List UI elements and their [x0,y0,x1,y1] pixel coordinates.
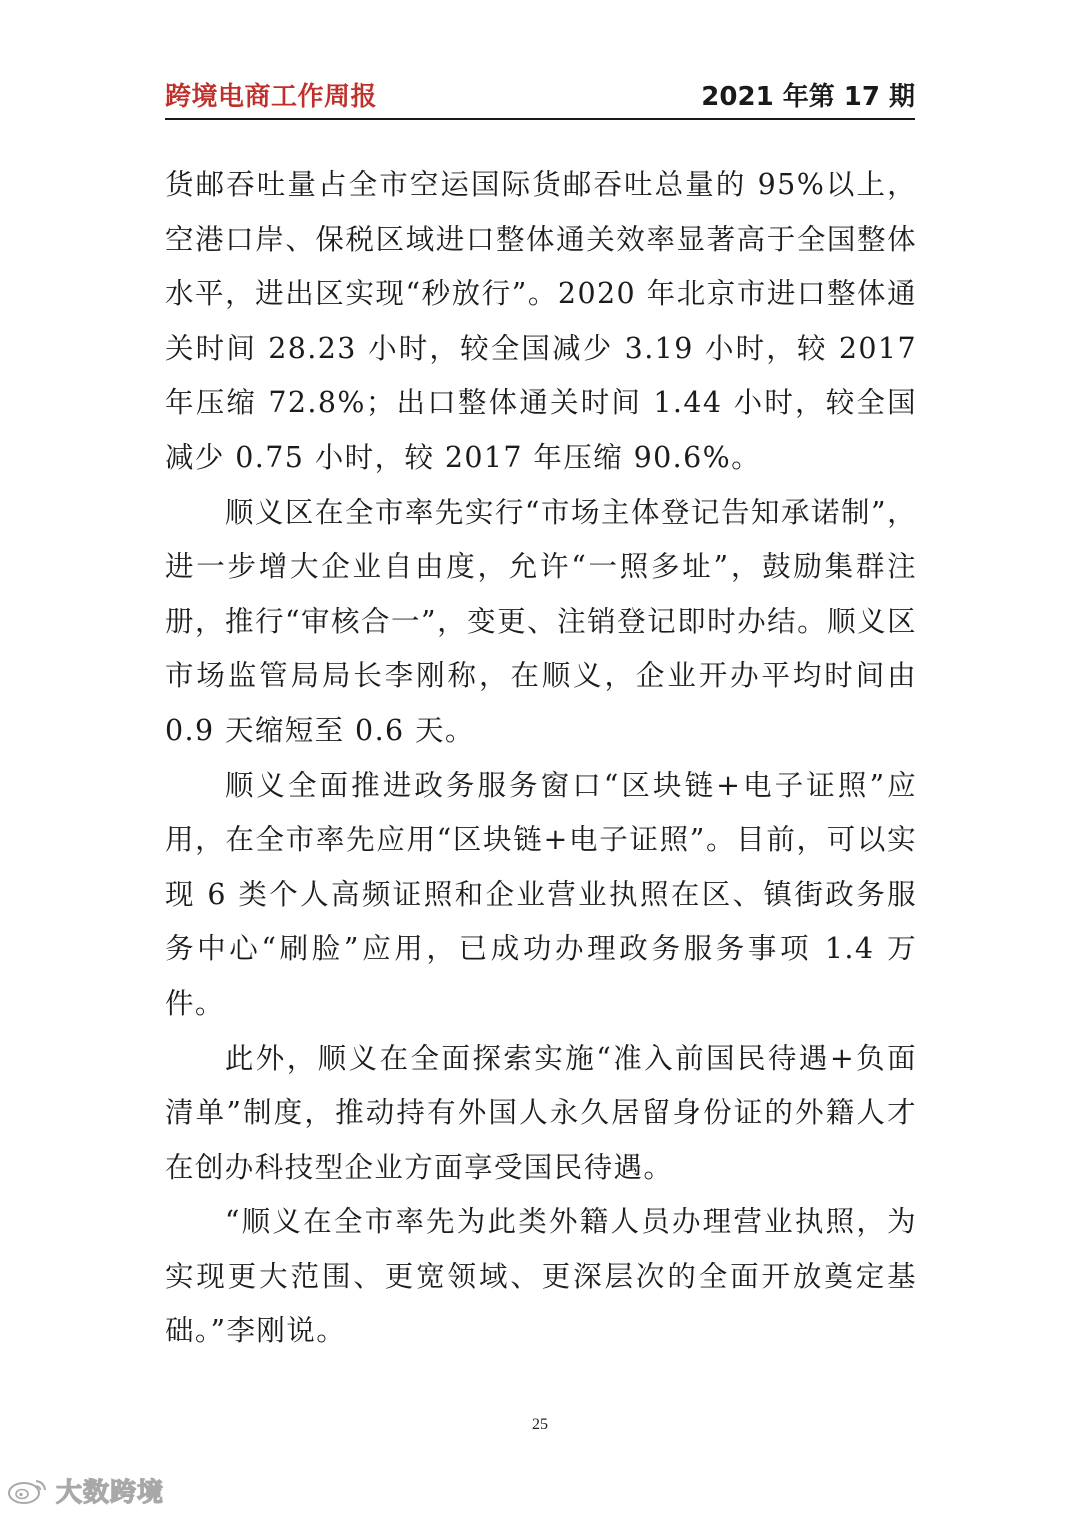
page-header [165,74,915,114]
paragraph-3: 顺义全面推进政务服务窗口“区块链+电子证照”应用，在全市率先应用“区块链+电子证照”。目前，可以实现 6 类个人高频证照和企业营业执照在区、镇街政务服务中心“刷脸”应用，已成功办理政务服务事项 1.4 万件。 [165,768,917,1020]
paragraph-4: 此外，顺义在全面探索实施“准入前国民待遇+负面清单”制度，推动持有外国人永久居留身份证的外籍人才在创办科技型企业方面享受国民待遇。 [165,1041,917,1184]
weibo-logo-icon [6,1475,50,1505]
paragraph-5: “顺义在全市率先为此类外籍人员办理营业执照，为实现更大范围、更宽领域、更深层次的全面开放奠定基础。”李刚说。 [165,1205,917,1348]
paragraph-1: 货邮吞吐量占全市空运国际货邮吞吐总量的 95%以上，空港口岸、保税区域进口整体通关效率显著高于全国整体水平，进出区实现“秒放行”。2020 年北京市进口整体通关时间 28.23 小时，较全国减少 3.19 小时，较 2017 年压缩 72.8%；出口整体通关时间 1.44 小时，较全国减少 0.75 小时，较 2017 年压缩 90.6%。 [165,168,917,474]
watermark [6,1470,164,1510]
watermark-text: 大数跨境 [56,1477,165,1508]
paragraph-2: 顺义区在全市率先实行“市场主体登记告知承诺制”，进一步增大企业自由度，允许“一照多址”，鼓励集群注册，推行“审核合一”，变更、注销登记即时办结。顺义区市场监管局局长李刚称，在顺义，企业开办平均时间由 0.9 天缩短至 0.6 天。 [165,495,917,747]
article-body [165,158,917,1359]
issue-number: 2021 年第 17 期 [701,82,915,112]
header-divider [165,118,915,120]
publication-title: 跨境电商工作周报 [165,82,378,112]
page-number: 25 [532,1416,548,1433]
